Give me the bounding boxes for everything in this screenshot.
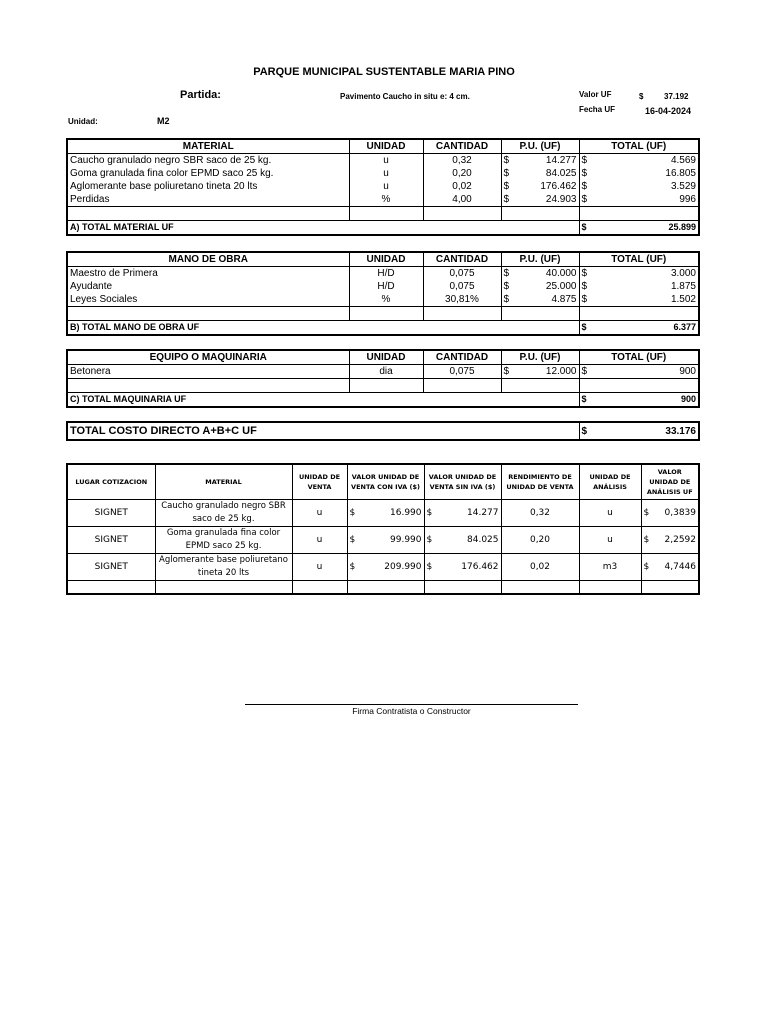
quote-price-without-vat: 176.462 <box>461 561 499 572</box>
col-header: VALOR UNIDAD DE ANÁLISIS UF <box>641 464 699 500</box>
quote-location: SIGNET <box>67 500 155 527</box>
item-unit-price: 40.000 <box>545 268 577 279</box>
unidad-label: Unidad: <box>68 117 98 126</box>
partida-value: Pavimento Caucho in situ e: 4 cm. <box>340 92 470 101</box>
currency-symbol: $ <box>581 268 588 279</box>
item-unit-price-cell <box>501 193 579 207</box>
quote-sale-unit: u <box>292 554 347 581</box>
item-description: Aglomerante base poliuretano tineta 20 lts <box>67 180 349 193</box>
item-total: 16.805 <box>665 168 696 179</box>
costo-directo-row <box>67 422 699 440</box>
item-unit: H/D <box>349 280 423 293</box>
currency-symbol: $ <box>581 294 588 305</box>
quote-price-without-vat: 84.025 <box>467 534 499 545</box>
cotizacion-table <box>66 463 700 595</box>
quote-analysis-value: 2,2592 <box>664 534 696 545</box>
col-header: VALOR UNIDAD DE VENTA SIN IVA ($) <box>424 464 501 500</box>
currency-symbol: $ <box>503 194 510 205</box>
mano-obra-table <box>66 251 700 336</box>
currency-symbol: $ <box>581 222 587 232</box>
material-header-row <box>67 139 699 154</box>
currency-symbol: $ <box>349 561 356 572</box>
material-total-cell <box>579 221 699 236</box>
fecha-uf-label: Fecha UF <box>579 105 616 114</box>
quote-price-with-vat: 16.990 <box>390 507 422 518</box>
item-unit: % <box>349 193 423 207</box>
item-description: Caucho granulado negro SBR saco de 25 kg. <box>67 154 349 168</box>
item-quantity: 0,075 <box>423 365 501 379</box>
col-header: LUGAR COTIZACION <box>67 464 155 500</box>
currency-symbol: $ <box>581 425 588 437</box>
item-total-cell <box>579 293 699 307</box>
table-row-empty <box>67 581 699 595</box>
quote-price-with-vat: 209.990 <box>384 561 422 572</box>
item-total: 4.569 <box>670 155 696 166</box>
costo-directo-cell <box>579 422 699 440</box>
quote-price-without-vat-cell <box>424 500 501 527</box>
col-header: UNIDAD DE VENTA <box>292 464 347 500</box>
col-header: P.U. (UF) <box>501 139 579 154</box>
currency-symbol: $ <box>349 534 356 545</box>
quote-analysis-value: 4,7446 <box>664 561 696 572</box>
col-header: UNIDAD <box>349 350 423 365</box>
cotizacion-header-row <box>67 464 699 500</box>
mano-obra-total-label: B) TOTAL MANO DE OBRA UF <box>67 321 579 336</box>
item-total-cell <box>579 193 699 207</box>
col-header: UNIDAD <box>349 252 423 267</box>
currency-symbol: $ <box>643 534 650 545</box>
item-unit: u <box>349 180 423 193</box>
item-unit-price: 24.903 <box>545 194 577 205</box>
item-description: Goma granulada fina color EPMD saco 25 kg. <box>67 167 349 180</box>
item-unit-price: 25.000 <box>545 281 577 292</box>
item-total: 996 <box>679 194 696 205</box>
quote-material: Goma granulada fina color EPMD saco 25 kg. <box>155 527 292 554</box>
col-header: UNIDAD <box>349 139 423 154</box>
valor-uf-label: Valor UF <box>579 90 612 99</box>
table-row <box>67 180 699 193</box>
table-row <box>67 167 699 180</box>
item-description: Perdidas <box>67 193 349 207</box>
quote-price-without-vat: 14.277 <box>467 507 499 518</box>
currency-symbol: $ <box>643 507 650 518</box>
table-row <box>67 193 699 207</box>
item-unit-price: 14.277 <box>545 155 577 166</box>
mano-obra-rows <box>67 267 699 307</box>
mano-obra-total-row <box>67 321 699 336</box>
item-total-cell <box>579 154 699 168</box>
currency-symbol: $ <box>581 181 588 192</box>
item-total: 1.502 <box>670 294 696 305</box>
material-total-row <box>67 221 699 236</box>
table-row <box>67 154 699 168</box>
currency-symbol: $ <box>581 281 588 292</box>
maquinaria-total-cell <box>579 393 699 408</box>
item-total: 1.875 <box>670 281 696 292</box>
table-row <box>67 293 699 307</box>
item-unit-price-cell <box>501 365 579 379</box>
col-header: MANO DE OBRA <box>67 252 349 267</box>
item-description: Ayudante <box>67 280 349 293</box>
col-header: P.U. (UF) <box>501 350 579 365</box>
maquinaria-table <box>66 349 700 408</box>
currency-symbol: $ <box>503 281 510 292</box>
quote-price-with-vat-cell <box>347 554 424 581</box>
table-row <box>67 267 699 281</box>
currency-symbol: $ <box>503 168 510 179</box>
currency-symbol: $ <box>503 155 510 166</box>
quote-location: SIGNET <box>67 554 155 581</box>
item-quantity: 0,075 <box>423 280 501 293</box>
quote-price-without-vat-cell <box>424 554 501 581</box>
item-unit-price: 84.025 <box>545 168 577 179</box>
item-unit-price-cell <box>501 180 579 193</box>
material-rows <box>67 154 699 207</box>
col-header: TOTAL (UF) <box>579 139 699 154</box>
col-header: EQUIPO O MAQUINARIA <box>67 350 349 365</box>
maquinaria-total-value: 900 <box>680 394 696 404</box>
item-total-cell <box>579 280 699 293</box>
item-unit-price: 12.000 <box>545 366 577 377</box>
col-header: UNIDAD DE ANÁLISIS <box>579 464 641 500</box>
item-unit: dia <box>349 365 423 379</box>
item-unit-price-cell <box>501 267 579 281</box>
item-unit-price: 176.462 <box>540 181 577 192</box>
costo-directo-value: 33.176 <box>665 425 696 437</box>
quote-sale-unit: u <box>292 527 347 554</box>
item-quantity: 4,00 <box>423 193 501 207</box>
quote-yield: 0,02 <box>501 554 579 581</box>
quote-sale-unit: u <box>292 500 347 527</box>
item-unit-price-cell <box>501 293 579 307</box>
quote-analysis-value-cell <box>641 500 699 527</box>
item-unit-price: 4.875 <box>551 294 577 305</box>
quote-analysis-value: 0,3839 <box>664 507 696 518</box>
item-unit: u <box>349 167 423 180</box>
quote-analysis-unit: u <box>579 527 641 554</box>
col-header: TOTAL (UF) <box>579 350 699 365</box>
signature-line <box>245 704 578 705</box>
currency-symbol: $ <box>426 561 433 572</box>
col-header: CANTIDAD <box>423 350 501 365</box>
page-title: PARQUE MUNICIPAL SUSTENTABLE MARIA PINO <box>253 66 515 78</box>
quote-analysis-value-cell <box>641 554 699 581</box>
quote-yield: 0,32 <box>501 500 579 527</box>
mano-obra-header-row <box>67 252 699 267</box>
item-unit-price-cell <box>501 167 579 180</box>
quote-analysis-unit: m3 <box>579 554 641 581</box>
item-unit: H/D <box>349 267 423 281</box>
col-header: MATERIAL <box>155 464 292 500</box>
item-total-cell <box>579 167 699 180</box>
table-row <box>67 500 699 527</box>
maquinaria-total-row <box>67 393 699 408</box>
maquinaria-header-row <box>67 350 699 365</box>
col-header: MATERIAL <box>67 139 349 154</box>
quote-analysis-unit: u <box>579 500 641 527</box>
maquinaria-rows <box>67 365 699 379</box>
currency-symbol: $ <box>503 181 510 192</box>
item-unit: % <box>349 293 423 307</box>
item-total-cell <box>579 365 699 379</box>
currency-symbol: $ <box>581 194 588 205</box>
currency-symbol: $ <box>426 534 433 545</box>
item-unit-price-cell <box>501 154 579 168</box>
quote-analysis-value-cell <box>641 527 699 554</box>
item-quantity: 0,02 <box>423 180 501 193</box>
partida-label: Partida: <box>180 89 221 101</box>
currency-symbol: $ <box>503 268 510 279</box>
quote-location: SIGNET <box>67 527 155 554</box>
table-row-empty <box>67 207 699 221</box>
item-total: 3.000 <box>670 268 696 279</box>
quote-material: Aglomerante base poliuretano tineta 20 lts <box>155 554 292 581</box>
currency-symbol: $ <box>581 168 588 179</box>
item-unit: u <box>349 154 423 168</box>
currency-symbol: $ <box>581 155 588 166</box>
costo-directo-label: TOTAL COSTO DIRECTO A+B+C UF <box>67 422 579 440</box>
table-row <box>67 365 699 379</box>
col-header: TOTAL (UF) <box>579 252 699 267</box>
item-description: Maestro de Primera <box>67 267 349 281</box>
currency-symbol: $ <box>643 561 650 572</box>
table-row-empty <box>67 379 699 393</box>
currency-symbol: $ <box>503 294 510 305</box>
item-quantity: 0,32 <box>423 154 501 168</box>
currency-symbol: $ <box>581 366 588 377</box>
mano-obra-total-value: 6.377 <box>673 322 696 332</box>
quote-price-with-vat: 99.990 <box>390 534 422 545</box>
item-description: Leyes Sociales <box>67 293 349 307</box>
quote-price-with-vat-cell <box>347 500 424 527</box>
valor-uf-value: 37.192 <box>664 92 689 101</box>
col-header: RENDIMIENTO DE UNIDAD DE VENTA <box>501 464 579 500</box>
item-total-cell <box>579 180 699 193</box>
quote-price-with-vat-cell <box>347 527 424 554</box>
currency-symbol: $ <box>503 366 510 377</box>
material-total-value: 25.899 <box>668 222 696 232</box>
currency-symbol: $ <box>426 507 433 518</box>
item-quantity: 0,20 <box>423 167 501 180</box>
currency-symbol: $ <box>581 322 587 332</box>
col-header: CANTIDAD <box>423 252 501 267</box>
quote-material: Caucho granulado negro SBR saco de 25 kg. <box>155 500 292 527</box>
unidad-value: M2 <box>157 116 170 126</box>
cotizacion-rows <box>67 500 699 581</box>
item-unit-price-cell <box>501 280 579 293</box>
col-header: CANTIDAD <box>423 139 501 154</box>
quote-yield: 0,20 <box>501 527 579 554</box>
mano-obra-total-cell <box>579 321 699 336</box>
signature-caption: Firma Contratista o Constructor <box>352 706 471 716</box>
fecha-uf-value: 16-04-2024 <box>645 106 692 116</box>
col-header: P.U. (UF) <box>501 252 579 267</box>
valor-uf-currency: $ <box>639 92 644 101</box>
currency-symbol: $ <box>349 507 356 518</box>
quote-price-without-vat-cell <box>424 527 501 554</box>
currency-symbol: $ <box>581 394 587 404</box>
table-row <box>67 554 699 581</box>
item-total: 900 <box>679 366 696 377</box>
table-row-empty <box>67 307 699 321</box>
item-total: 3.529 <box>670 181 696 192</box>
table-row <box>67 280 699 293</box>
table-row <box>67 527 699 554</box>
item-quantity: 30,81% <box>423 293 501 307</box>
item-description: Betonera <box>67 365 349 379</box>
maquinaria-total-label: C) TOTAL MAQUINARIA UF <box>67 393 579 408</box>
col-header: VALOR UNIDAD DE VENTA CON IVA ($) <box>347 464 424 500</box>
material-total-label: A) TOTAL MATERIAL UF <box>67 221 579 236</box>
costo-directo-table <box>66 421 700 441</box>
item-quantity: 0,075 <box>423 267 501 281</box>
material-table <box>66 138 700 236</box>
item-total-cell <box>579 267 699 281</box>
